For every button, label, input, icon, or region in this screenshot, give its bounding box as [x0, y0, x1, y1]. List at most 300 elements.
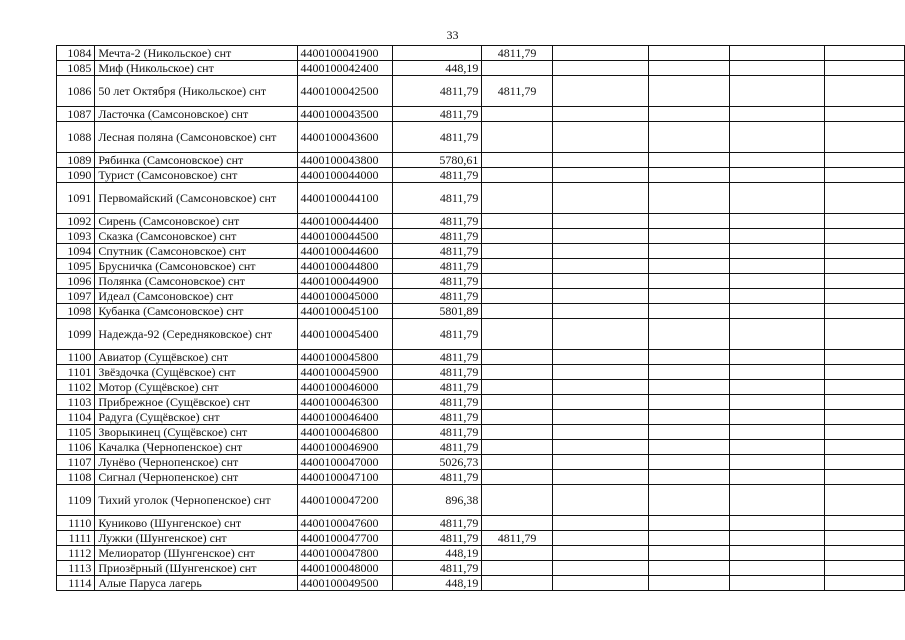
amount-2-cell	[482, 274, 552, 289]
organization-name-cell: Брусничка (Самсоновское) снт	[95, 259, 297, 274]
organization-name-cell: Рябинка (Самсоновское) снт	[95, 153, 297, 168]
empty-cell	[730, 153, 825, 168]
table-row	[57, 304, 905, 319]
empty-cell	[730, 440, 825, 455]
amount-cell: 4811,79	[393, 516, 482, 531]
amount-cell	[393, 46, 482, 61]
table-row	[57, 76, 905, 107]
amount-cell: 4811,79	[393, 425, 482, 440]
row-number-cell: 1090	[57, 168, 95, 183]
amount-cell: 4811,79	[393, 440, 482, 455]
amount-2-cell	[482, 107, 552, 122]
row-number-cell: 1108	[57, 470, 95, 485]
amount-2-cell	[482, 470, 552, 485]
amount-2-cell	[482, 168, 552, 183]
empty-cell	[730, 304, 825, 319]
table-row	[57, 259, 905, 274]
empty-cell	[552, 259, 648, 274]
table-row	[57, 244, 905, 259]
empty-cell	[648, 46, 729, 61]
code-cell: 4400100047100	[297, 470, 393, 485]
organization-name-cell: Куниково (Шунгенское) снт	[95, 516, 297, 531]
empty-cell	[730, 259, 825, 274]
code-cell: 4400100044100	[297, 183, 393, 214]
code-cell: 4400100045000	[297, 289, 393, 304]
empty-cell	[825, 76, 905, 107]
amount-2-cell	[482, 304, 552, 319]
empty-cell	[552, 183, 648, 214]
amount-cell: 4811,79	[393, 365, 482, 380]
empty-cell	[648, 576, 729, 591]
table-row	[57, 229, 905, 244]
amount-2-cell: 4811,79	[482, 531, 552, 546]
code-cell: 4400100043800	[297, 153, 393, 168]
amount-2-cell	[482, 319, 552, 350]
amount-2-cell	[482, 485, 552, 516]
empty-cell	[552, 516, 648, 531]
empty-cell	[730, 183, 825, 214]
code-cell: 4400100042400	[297, 61, 393, 76]
empty-cell	[648, 259, 729, 274]
amount-2-cell	[482, 546, 552, 561]
code-cell: 4400100044600	[297, 244, 393, 259]
organization-name-cell: Алые Паруса лагерь	[95, 576, 297, 591]
amount-cell: 4811,79	[393, 244, 482, 259]
empty-cell	[648, 274, 729, 289]
amount-2-cell	[482, 61, 552, 76]
organization-name-cell: Зворыкинец (Сущёвское) снт	[95, 425, 297, 440]
empty-cell	[825, 425, 905, 440]
row-number-cell: 1097	[57, 289, 95, 304]
amount-2-cell	[482, 289, 552, 304]
empty-cell	[648, 214, 729, 229]
organization-name-cell: Звёздочка (Сущёвское) снт	[95, 365, 297, 380]
empty-cell	[730, 61, 825, 76]
empty-cell	[730, 380, 825, 395]
empty-cell	[825, 561, 905, 576]
organization-name-cell: Качалка (Чернопенское) снт	[95, 440, 297, 455]
empty-cell	[648, 516, 729, 531]
empty-cell	[648, 380, 729, 395]
code-cell: 4400100041900	[297, 46, 393, 61]
empty-cell	[648, 531, 729, 546]
amount-2-cell	[482, 395, 552, 410]
table-row	[57, 380, 905, 395]
empty-cell	[825, 153, 905, 168]
organization-name-cell: Ласточка (Самсоновское) снт	[95, 107, 297, 122]
organization-name-cell: Кубанка (Самсоновское) снт	[95, 304, 297, 319]
row-number-cell: 1085	[57, 61, 95, 76]
empty-cell	[648, 395, 729, 410]
code-cell: 4400100046300	[297, 395, 393, 410]
organization-name-cell: Мелиоратор (Шунгенское) снт	[95, 546, 297, 561]
row-number-cell: 1087	[57, 107, 95, 122]
code-cell: 4400100047600	[297, 516, 393, 531]
organization-name-cell: Полянка (Самсоновское) снт	[95, 274, 297, 289]
empty-cell	[825, 214, 905, 229]
row-number-cell: 1099	[57, 319, 95, 350]
amount-cell: 4811,79	[393, 289, 482, 304]
organization-name-cell: Авиатор (Сущёвское) снт	[95, 350, 297, 365]
table-row	[57, 576, 905, 591]
empty-cell	[730, 350, 825, 365]
empty-cell	[552, 214, 648, 229]
row-number-cell: 1111	[57, 531, 95, 546]
empty-cell	[648, 455, 729, 470]
amount-cell: 4811,79	[393, 319, 482, 350]
amount-cell: 4811,79	[393, 350, 482, 365]
empty-cell	[552, 470, 648, 485]
empty-cell	[730, 319, 825, 350]
empty-cell	[552, 274, 648, 289]
row-number-cell: 1084	[57, 46, 95, 61]
empty-cell	[552, 107, 648, 122]
registry-body	[57, 46, 905, 591]
table-row	[57, 153, 905, 168]
code-cell: 4400100044000	[297, 168, 393, 183]
code-cell: 4400100046000	[297, 380, 393, 395]
table-row	[57, 440, 905, 455]
amount-2-cell	[482, 561, 552, 576]
organization-name-cell: Приозёрный (Шунгенское) снт	[95, 561, 297, 576]
amount-cell: 4811,79	[393, 229, 482, 244]
row-number-cell: 1095	[57, 259, 95, 274]
empty-cell	[648, 289, 729, 304]
empty-cell	[730, 470, 825, 485]
row-number-cell: 1114	[57, 576, 95, 591]
empty-cell	[730, 410, 825, 425]
empty-cell	[730, 455, 825, 470]
empty-cell	[730, 531, 825, 546]
table-row	[57, 395, 905, 410]
row-number-cell: 1091	[57, 183, 95, 214]
table-row	[57, 485, 905, 516]
amount-cell: 4811,79	[393, 395, 482, 410]
organization-name-cell: 50 лет Октября (Никольское) снт	[95, 76, 297, 107]
row-number-cell: 1101	[57, 365, 95, 380]
row-number-cell: 1110	[57, 516, 95, 531]
amount-2-cell	[482, 214, 552, 229]
registry-table	[56, 45, 905, 591]
empty-cell	[825, 440, 905, 455]
empty-cell	[552, 561, 648, 576]
empty-cell	[552, 304, 648, 319]
code-cell: 4400100047800	[297, 546, 393, 561]
empty-cell	[730, 107, 825, 122]
amount-2-cell	[482, 122, 552, 153]
amount-2-cell: 4811,79	[482, 76, 552, 107]
empty-cell	[552, 229, 648, 244]
empty-cell	[552, 576, 648, 591]
table-row	[57, 365, 905, 380]
amount-cell: 4811,79	[393, 470, 482, 485]
organization-name-cell: Лесная поляна (Самсоновское) снт	[95, 122, 297, 153]
empty-cell	[552, 289, 648, 304]
empty-cell	[825, 122, 905, 153]
row-number-cell: 1109	[57, 485, 95, 516]
empty-cell	[648, 183, 729, 214]
table-row	[57, 425, 905, 440]
empty-cell	[648, 122, 729, 153]
empty-cell	[552, 425, 648, 440]
empty-cell	[648, 244, 729, 259]
empty-cell	[552, 350, 648, 365]
amount-2-cell	[482, 380, 552, 395]
empty-cell	[730, 425, 825, 440]
empty-cell	[648, 440, 729, 455]
amount-2-cell	[482, 440, 552, 455]
organization-name-cell: Сказка (Самсоновское) снт	[95, 229, 297, 244]
code-cell: 4400100045800	[297, 350, 393, 365]
empty-cell	[825, 61, 905, 76]
table-row	[57, 516, 905, 531]
amount-2-cell	[482, 350, 552, 365]
table-row	[57, 531, 905, 546]
table-row	[57, 289, 905, 304]
empty-cell	[552, 455, 648, 470]
row-number-cell: 1086	[57, 76, 95, 107]
row-number-cell: 1093	[57, 229, 95, 244]
empty-cell	[730, 365, 825, 380]
empty-cell	[825, 229, 905, 244]
code-cell: 4400100044500	[297, 229, 393, 244]
organization-name-cell: Спутник (Самсоновское) снт	[95, 244, 297, 259]
empty-cell	[730, 214, 825, 229]
amount-cell: 4811,79	[393, 183, 482, 214]
empty-cell	[825, 395, 905, 410]
code-cell: 4400100047700	[297, 531, 393, 546]
empty-cell	[730, 76, 825, 107]
empty-cell	[648, 350, 729, 365]
organization-name-cell: Лужки (Шунгенское) снт	[95, 531, 297, 546]
amount-2-cell	[482, 425, 552, 440]
empty-cell	[730, 546, 825, 561]
table-row	[57, 46, 905, 61]
organization-name-cell: Турист (Самсоновское) снт	[95, 168, 297, 183]
empty-cell	[552, 365, 648, 380]
amount-cell: 5026,73	[393, 455, 482, 470]
amount-cell: 896,38	[393, 485, 482, 516]
row-number-cell: 1113	[57, 561, 95, 576]
empty-cell	[648, 470, 729, 485]
organization-name-cell: Миф (Никольское) снт	[95, 61, 297, 76]
code-cell: 4400100047200	[297, 485, 393, 516]
empty-cell	[648, 365, 729, 380]
empty-cell	[825, 259, 905, 274]
empty-cell	[648, 61, 729, 76]
empty-cell	[730, 395, 825, 410]
empty-cell	[552, 440, 648, 455]
empty-cell	[730, 576, 825, 591]
empty-cell	[552, 410, 648, 425]
code-cell: 4400100046800	[297, 425, 393, 440]
empty-cell	[552, 76, 648, 107]
amount-cell: 4811,79	[393, 76, 482, 107]
table-row	[57, 168, 905, 183]
empty-cell	[730, 561, 825, 576]
amount-2-cell	[482, 455, 552, 470]
empty-cell	[648, 76, 729, 107]
empty-cell	[825, 183, 905, 214]
amount-cell: 4811,79	[393, 561, 482, 576]
empty-cell	[825, 107, 905, 122]
table-row	[57, 350, 905, 365]
amount-2-cell	[482, 365, 552, 380]
empty-cell	[648, 561, 729, 576]
empty-cell	[730, 274, 825, 289]
organization-name-cell: Радуга (Сущёвское) снт	[95, 410, 297, 425]
empty-cell	[825, 319, 905, 350]
empty-cell	[730, 122, 825, 153]
page-number: 33	[446, 28, 459, 42]
empty-cell	[825, 455, 905, 470]
row-number-cell: 1105	[57, 425, 95, 440]
organization-name-cell: Мечта-2 (Никольское) снт	[95, 46, 297, 61]
empty-cell	[825, 46, 905, 61]
row-number-cell: 1094	[57, 244, 95, 259]
table-row	[57, 546, 905, 561]
empty-cell	[552, 46, 648, 61]
empty-cell	[552, 122, 648, 153]
row-number-cell: 1104	[57, 410, 95, 425]
table-row	[57, 455, 905, 470]
empty-cell	[648, 304, 729, 319]
amount-2-cell	[482, 244, 552, 259]
empty-cell	[730, 46, 825, 61]
code-cell: 4400100045400	[297, 319, 393, 350]
empty-cell	[730, 485, 825, 516]
code-cell: 4400100042500	[297, 76, 393, 107]
amount-cell: 5780,61	[393, 153, 482, 168]
organization-name-cell: Первомайский (Самсоновское) снт	[95, 183, 297, 214]
row-number-cell: 1088	[57, 122, 95, 153]
table-row	[57, 107, 905, 122]
amount-cell: 4811,79	[393, 214, 482, 229]
table-row	[57, 410, 905, 425]
code-cell: 4400100044800	[297, 259, 393, 274]
amount-cell: 4811,79	[393, 122, 482, 153]
amount-cell: 4811,79	[393, 410, 482, 425]
amount-cell: 4811,79	[393, 168, 482, 183]
organization-name-cell: Сирень (Самсоновское) снт	[95, 214, 297, 229]
empty-cell	[648, 229, 729, 244]
organization-name-cell: Сигнал (Чернопенское) снт	[95, 470, 297, 485]
amount-cell: 4811,79	[393, 531, 482, 546]
empty-cell	[825, 380, 905, 395]
amount-2-cell	[482, 153, 552, 168]
empty-cell	[552, 546, 648, 561]
table-row	[57, 214, 905, 229]
empty-cell	[825, 350, 905, 365]
empty-cell	[730, 289, 825, 304]
amount-2-cell: 4811,79	[482, 46, 552, 61]
amount-2-cell	[482, 229, 552, 244]
amount-cell: 448,19	[393, 61, 482, 76]
empty-cell	[730, 168, 825, 183]
amount-2-cell	[482, 410, 552, 425]
empty-cell	[825, 365, 905, 380]
row-number-cell: 1102	[57, 380, 95, 395]
amount-cell: 4811,79	[393, 274, 482, 289]
empty-cell	[825, 410, 905, 425]
empty-cell	[825, 576, 905, 591]
table-row	[57, 319, 905, 350]
organization-name-cell: Надежда-92 (Середняковское) снт	[95, 319, 297, 350]
amount-cell: 448,19	[393, 576, 482, 591]
code-cell: 4400100046400	[297, 410, 393, 425]
empty-cell	[825, 244, 905, 259]
code-cell: 4400100043500	[297, 107, 393, 122]
row-number-cell: 1103	[57, 395, 95, 410]
amount-2-cell	[482, 576, 552, 591]
organization-name-cell: Мотор (Сущёвское) снт	[95, 380, 297, 395]
empty-cell	[648, 107, 729, 122]
empty-cell	[648, 546, 729, 561]
amount-cell: 4811,79	[393, 107, 482, 122]
row-number-cell: 1092	[57, 214, 95, 229]
empty-cell	[825, 516, 905, 531]
empty-cell	[648, 485, 729, 516]
empty-cell	[825, 531, 905, 546]
table-row	[57, 122, 905, 153]
row-number-cell: 1112	[57, 546, 95, 561]
empty-cell	[825, 304, 905, 319]
amount-cell: 5801,89	[393, 304, 482, 319]
row-number-cell: 1100	[57, 350, 95, 365]
code-cell: 4400100044900	[297, 274, 393, 289]
empty-cell	[730, 244, 825, 259]
empty-cell	[825, 470, 905, 485]
empty-cell	[825, 485, 905, 516]
amount-2-cell	[482, 259, 552, 274]
row-number-cell: 1089	[57, 153, 95, 168]
row-number-cell: 1096	[57, 274, 95, 289]
code-cell: 4400100045100	[297, 304, 393, 319]
amount-cell: 4811,79	[393, 259, 482, 274]
empty-cell	[552, 244, 648, 259]
empty-cell	[552, 153, 648, 168]
empty-cell	[552, 485, 648, 516]
empty-cell	[648, 153, 729, 168]
empty-cell	[825, 546, 905, 561]
code-cell: 4400100049500	[297, 576, 393, 591]
empty-cell	[825, 168, 905, 183]
table-row	[57, 470, 905, 485]
table-row	[57, 183, 905, 214]
empty-cell	[825, 289, 905, 304]
empty-cell	[552, 61, 648, 76]
empty-cell	[648, 168, 729, 183]
empty-cell	[552, 168, 648, 183]
amount-2-cell	[482, 516, 552, 531]
empty-cell	[730, 516, 825, 531]
code-cell: 4400100043600	[297, 122, 393, 153]
empty-cell	[648, 425, 729, 440]
code-cell: 4400100046900	[297, 440, 393, 455]
code-cell: 4400100048000	[297, 561, 393, 576]
row-number-cell: 1106	[57, 440, 95, 455]
table-row	[57, 561, 905, 576]
code-cell: 4400100044400	[297, 214, 393, 229]
organization-name-cell: Тихий уголок (Чернопенское) снт	[95, 485, 297, 516]
empty-cell	[648, 319, 729, 350]
code-cell: 4400100045900	[297, 365, 393, 380]
amount-cell: 448,19	[393, 546, 482, 561]
empty-cell	[648, 410, 729, 425]
organization-name-cell: Лунёво (Чернопенское) снт	[95, 455, 297, 470]
organization-name-cell: Идеал (Самсоновское) снт	[95, 289, 297, 304]
empty-cell	[552, 531, 648, 546]
